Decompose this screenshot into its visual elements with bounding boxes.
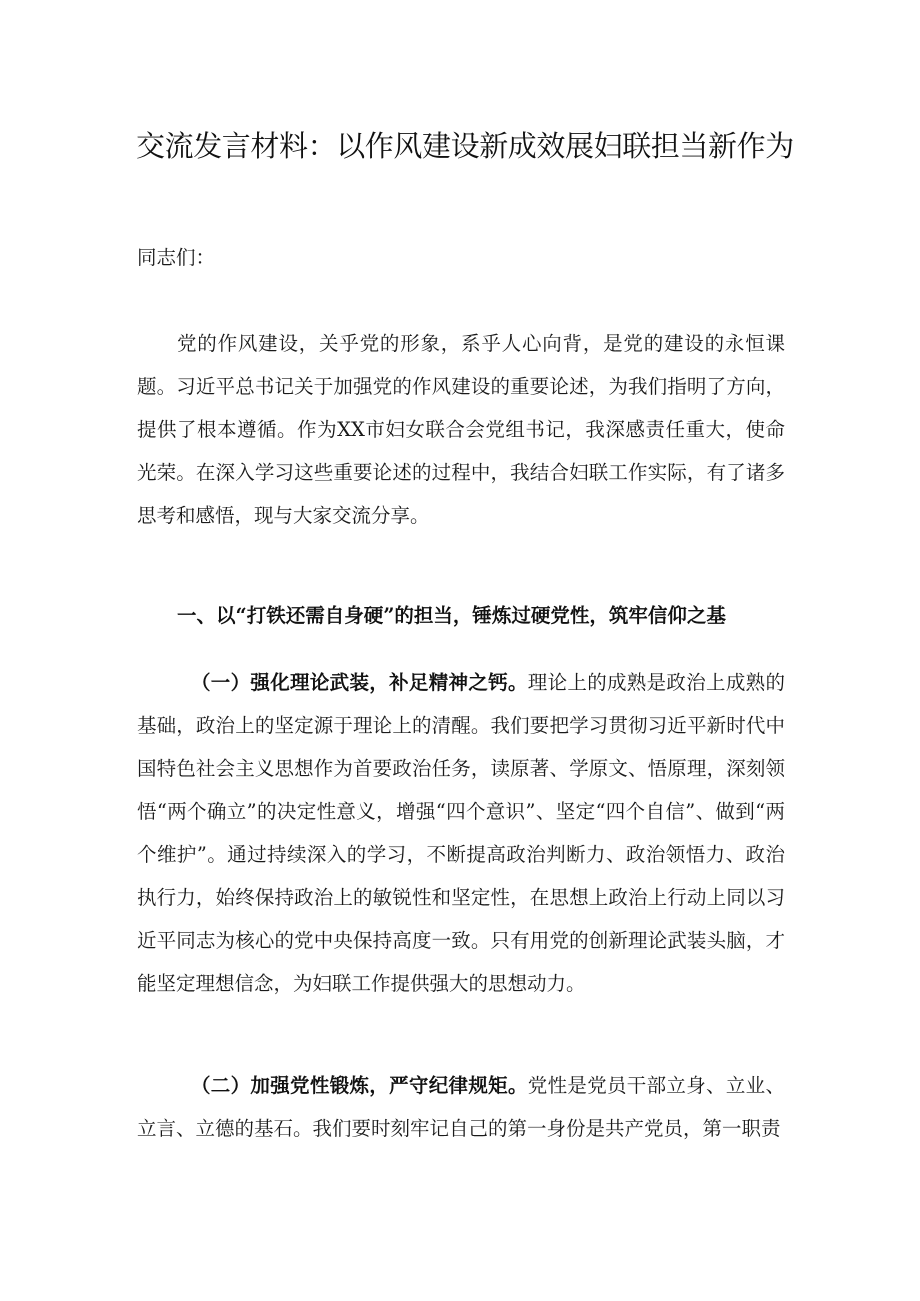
subsection-paragraph-1 <box>137 661 785 1005</box>
subsection-lead-1: （一）强化理论武装，补足精神之钙。 <box>191 671 528 694</box>
document-title: 交流发言材料：以作风建设新成效展妇联担当新作为 <box>136 129 794 163</box>
subsection-paragraph-2 <box>137 1064 785 1150</box>
section-heading-1: 一、以“打铁还需自身硬”的担当，锤炼过硬党性，筑牢信仰之基 <box>177 604 726 627</box>
salutation: 同志们： <box>137 246 216 269</box>
subsection-text-2: 党性是党员干部立身、立业、立言、立德的基石。我们要时刻牢记自己的第一身份是共产党员，第一职责 <box>137 1074 785 1140</box>
subsection-text-1: 理论上的成熟是政治上成熟的基础，政治上的坚定源于理论上的清醒。我们要把学习贯彻习近平新时代中国特色社会主义思想作为首要政治任务，读原著、学原文、悟原理，深刻领悟“两个确立”的决定性意义，增强“四个意识”、坚定“四个自信”、做到“两个维护”。通过持续深入的学习，不断提高政治判断力、政治领悟力、政治执行力，始终保持政治上的敏锐性和坚定性，在思想上政治上行动上同以习近平同志为核心的党中央保持高度一致。只有用党的创新理论武装头脑，才能坚定理想信念，为妇联工作提供强大的思想动力。 <box>137 671 785 995</box>
intro-paragraph: 党的作风建设，关乎党的形象，系乎人心向背，是党的建设的永恒课题。习近平总书记关于加强党的作风建设的重要论述，为我们指明了方向，提供了根本遵循。作为XX市妇女联合会党组书记，我深感责任重大，使命光荣。在深入学习这些重要论述的过程中，我结合妇联工作实际，有了诸多思考和感悟，现与大家交流分享。 <box>137 332 785 527</box>
subsection-lead-2: （二）加强党性锻炼，严守纪律规矩。 <box>191 1074 528 1097</box>
